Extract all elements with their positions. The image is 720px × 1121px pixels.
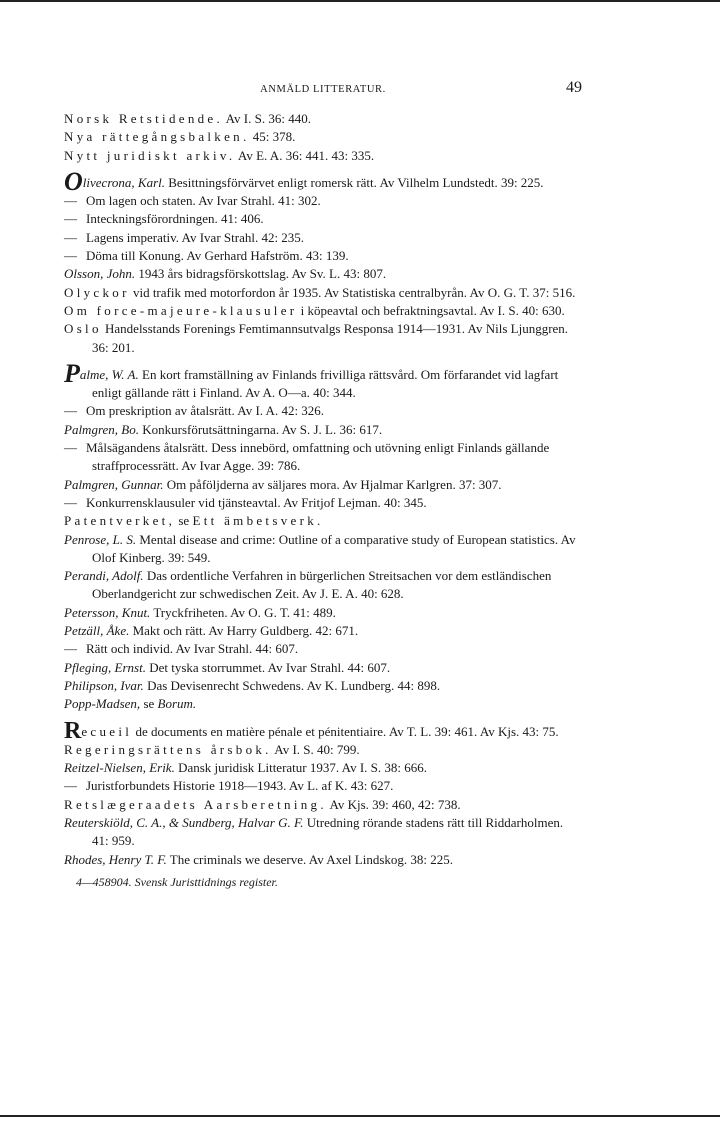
- ditto-dash: —: [64, 494, 77, 510]
- entry-text: Döma till Konung. Av Gerhard Hafström. 43: 139.: [86, 248, 349, 264]
- ditto-dash: —: [64, 403, 77, 419]
- entry-text: Mental disease and crime: Outline of a comparative study of European statistics. Av Olof Kinberg. 39: 549.: [92, 531, 576, 565]
- running-title: ANMÄLD LITTERATUR.: [260, 84, 386, 95]
- entry-title: Regeringsrättens årsbok.: [64, 741, 272, 757]
- entry-author: Rhodes, Henry T. F.: [64, 851, 167, 867]
- index-entry: [64, 814, 582, 851]
- entry-text: Av I. S. 36: 440.: [223, 111, 311, 126]
- entry-reference: Borum.: [157, 696, 197, 712]
- index-entry: [64, 192, 582, 210]
- entry-text: Das ordentliche Verfahren in bürgerlichen Streitsachen vor dem estländischen Oberlandgericht zur schwedischen Zeit. Av J. E. A. 40: 628.: [92, 568, 552, 602]
- index-entry: [64, 777, 582, 795]
- entry-text: Av E. A. 36: 441. 43: 335.: [235, 147, 375, 163]
- entry-title: Nytt juridiskt arkiv.: [64, 147, 236, 163]
- entry-text: de documents en matière pénale et pénitentiaire. Av T. L. 39: 461. Av Kjs. 43: 75.: [132, 723, 559, 739]
- entry-text: En kort framställning av Finlands frivilliga rättsvård. Om förfarandet vid lagfart enligt gällande rätt i Finland. Av A. O—a. 40: 344.: [92, 366, 559, 401]
- entry-text: Lagens imperativ. Av Ivar Strahl. 42: 235.: [86, 229, 305, 245]
- index-entry: [64, 659, 582, 677]
- entry-text: Juristforbundets Historie 1918—1943. Av L. af K. 43: 627.: [86, 778, 394, 794]
- entry-text: Utredning rörande stadens rätt till Riddarholmen. 41: 959.: [92, 814, 564, 849]
- index-entry: [64, 677, 582, 695]
- entry-text: Målsägandens åtalsrätt. Dess innebörd, omfattning och utövning enligt Finlands gällande straffprocessrätt. Av Ivar Agge. 39: 786.: [86, 440, 550, 474]
- entry-text: Konkursförutsättningarna. Av S. J. L. 36: 617.: [138, 421, 383, 437]
- entry-text: se: [175, 513, 193, 529]
- index-entry: [64, 494, 582, 512]
- entry-text: Rätt och individ. Av Ivar Strahl. 44: 607.: [86, 641, 299, 657]
- entry-author: Penrose, L. S.: [64, 531, 137, 547]
- section-initial: O: [64, 166, 83, 196]
- section-initial: P: [64, 358, 80, 388]
- entry-text: Av I. S. 40: 799.: [271, 741, 360, 757]
- page-header: [64, 79, 582, 104]
- index-entry: [64, 759, 582, 777]
- entry-text: 1943 års bidragsförskottslag. Av Sv. L. 43: 807.: [135, 266, 387, 282]
- index-entries: [64, 110, 582, 869]
- entry-title: Olyckor: [64, 284, 130, 300]
- entry-text: Handelsstands Forenings Femtimannsutvalgs Responsa 1914—1931. Av Nils Ljunggren. 36: 201.: [92, 321, 569, 355]
- index-entry: [64, 320, 582, 357]
- ditto-dash: —: [64, 248, 77, 264]
- index-entry: [64, 302, 582, 320]
- document-page: [64, 79, 582, 890]
- index-entry: [64, 851, 582, 869]
- entry-title: Om force-majeure-klausuler: [64, 302, 298, 318]
- entry-text: se: [140, 696, 158, 712]
- entry-title: Patentverket,: [64, 513, 176, 529]
- entry-text: 45: 378.: [249, 129, 296, 145]
- bottom-rule: [0, 1115, 720, 1117]
- index-entry: [64, 512, 582, 530]
- section-initial: R: [64, 717, 82, 744]
- entry-author: Petzäll, Åke.: [64, 623, 130, 639]
- entry-author: livecrona, Karl.: [82, 174, 165, 190]
- entry-text: Das Devisenrecht Schwedens. Av K. Lundberg. 44: 898.: [143, 677, 441, 693]
- index-entry: [64, 166, 582, 196]
- entry-title: Norsk Retstidende.: [64, 111, 224, 126]
- index-entry: [64, 796, 582, 814]
- entry-author: Petersson, Knut.: [64, 604, 151, 620]
- entry-text: Konkurrensklausuler vid tjänsteavtal. Av Fritjof Lejman. 40: 345.: [86, 494, 427, 510]
- index-entry: [64, 265, 582, 283]
- entry-text: Det tyska storrummet. Av Ivar Strahl. 44: 607.: [145, 659, 391, 675]
- entry-author: Reitzel-Nielsen, Erik.: [64, 760, 175, 776]
- index-entry: [64, 741, 582, 759]
- entry-author: Palmgren, Bo.: [64, 421, 139, 437]
- index-entry: [64, 128, 582, 146]
- entry-author: alme, W. A.: [79, 366, 139, 382]
- entry-reference: Ett ämbetsverk.: [192, 513, 324, 529]
- ditto-dash: —: [64, 440, 77, 456]
- entry-author: Popp-Madsen,: [64, 696, 141, 712]
- index-entry: [64, 640, 582, 658]
- index-entry: [64, 622, 582, 640]
- index-entry: [64, 110, 582, 128]
- entry-text: Inteckningsförordningen. 41: 406.: [86, 211, 264, 227]
- entry-title: ecueil: [81, 723, 133, 739]
- ditto-dash: —: [64, 211, 77, 227]
- entry-text: Om påföljderna av säljares mora. Av Hjalmar Karlgren. 37: 307.: [163, 476, 502, 492]
- entry-text: The criminals we deserve. Av Axel Lindskog. 38: 225.: [166, 851, 453, 867]
- entry-author: Palmgren, Gunnar.: [64, 476, 164, 492]
- entry-text: Om lagen och staten. Av Ivar Strahl. 41: 302.: [86, 193, 321, 209]
- entry-title: Nya rättegångsbalken.: [64, 129, 250, 145]
- ditto-dash: —: [64, 229, 77, 245]
- index-entry: [64, 439, 582, 476]
- entry-author: Perandi, Adolf.: [64, 568, 144, 584]
- index-entry: [64, 604, 582, 622]
- ditto-dash: —: [64, 778, 77, 794]
- index-entry: [64, 358, 582, 403]
- entry-author: Pfleging, Ernst.: [64, 659, 146, 675]
- entry-author: Philipson, Ivar.: [64, 677, 144, 693]
- index-entry: [64, 229, 582, 247]
- index-entry: [64, 284, 582, 302]
- index-entry: [64, 247, 582, 265]
- entry-text: Makt och rätt. Av Harry Guldberg. 42: 671.: [129, 623, 359, 639]
- entry-text: vid trafik med motorfordon år 1935. Av Statistiska centralbyrån. Av O. G. T. 37: 516.: [129, 284, 576, 300]
- index-entry: [64, 531, 582, 568]
- entry-text: Om preskription av åtalsrätt. Av I. A. 42: 326.: [86, 403, 325, 419]
- entry-text: Av Kjs. 39: 460, 42: 738.: [326, 796, 461, 812]
- ditto-dash: —: [64, 193, 77, 209]
- ditto-dash: —: [64, 641, 77, 657]
- index-entry: [64, 695, 582, 713]
- entry-title: Retslægeraadets Aarsberetning.: [64, 796, 327, 812]
- top-rule: [0, 0, 720, 2]
- entry-author: Reuterskiöld, C. A., & Sundberg, Halvar G. F.: [64, 814, 304, 830]
- index-entry: [64, 717, 582, 744]
- index-entry: [64, 421, 582, 439]
- entry-author: Olsson, John.: [64, 266, 136, 282]
- index-entry: [64, 147, 582, 165]
- index-entry: [64, 210, 582, 228]
- index-entry: [64, 402, 582, 420]
- page-number: 49: [566, 79, 582, 96]
- index-entry: [64, 476, 582, 494]
- index-entry: [64, 567, 582, 604]
- entry-text: Besittningsförvärvet enligt romersk rätt. Av Vilhelm Lundstedt. 39: 225.: [164, 174, 544, 190]
- entry-text: Tryckfriheten. Av O. G. T. 41: 489.: [150, 604, 336, 620]
- entry-text: i köpeavtal och befraktningsavtal. Av I. S. 40: 630.: [297, 302, 565, 318]
- entry-text: Dansk juridisk Litteratur 1937. Av I. S. 38: 666.: [174, 760, 427, 776]
- footer-note: 4—458904. Svensk Juristtidnings register.: [76, 874, 278, 889]
- entry-title: Oslo: [64, 321, 102, 337]
